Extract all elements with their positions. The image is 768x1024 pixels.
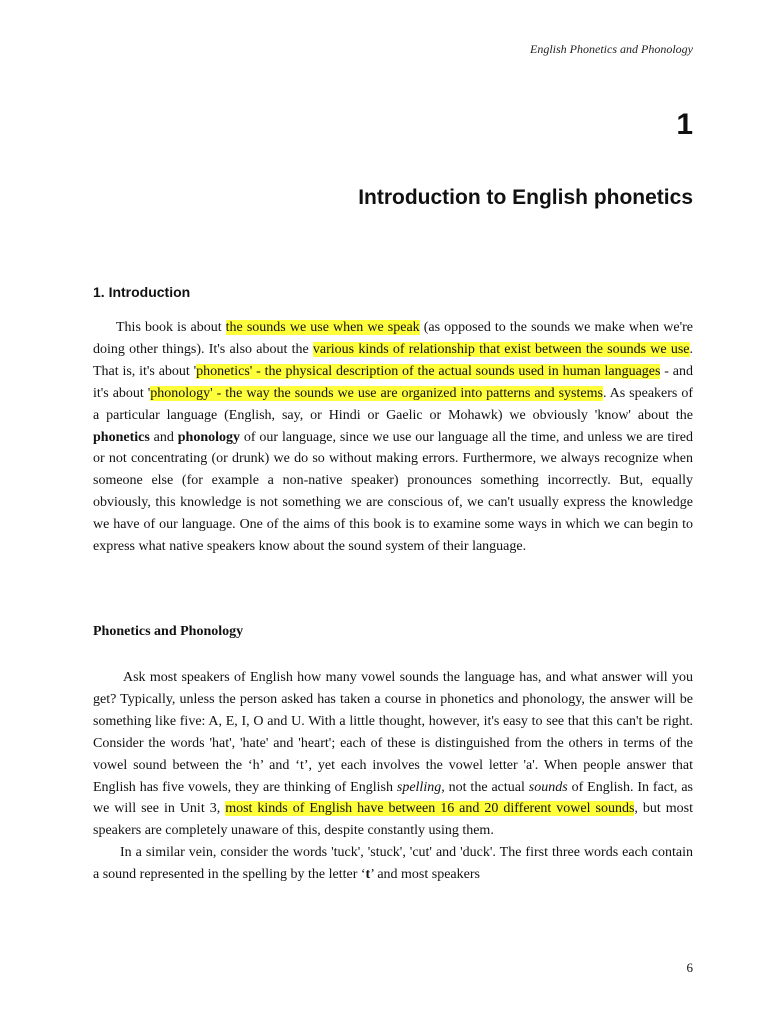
subheading: Phonetics and Phonology [93,624,244,639]
text-run: of English. In fact, as we will see in Unit 3, [93,779,693,817]
text-run: and [149,429,178,445]
text-run: ’ and most speakers [370,867,480,883]
bold-term: phonetics [93,429,150,445]
chapter-title: Introduction to English phonetics [358,186,693,209]
bold-term: t [365,867,371,883]
running-head: English Phonetics and Phonology [530,42,693,56]
text-run: of our language, since we use our language all the time, and unless we are tired or not concentrating (or drunk) we do so without making errors. Furthermore, we always recognize when someone else (for example a non-native speaker) pronounces something incorrectly. But, equally obviously, this knowledge is not something we are conscious of, we can't usually express the knowledge we have of our language. One of the aims of this book is to examine some ways in which we can begin to express what native speakers know about the sound system of their language. [93,429,693,555]
text-run: - and it's about ' [93,363,693,401]
highlighted-text: the sounds we use when we speak [225,320,420,335]
paragraph-introduction [93,317,693,558]
section-heading: 1. Introduction [93,284,191,300]
chapter-number: 1 [676,108,693,141]
text-run: In a similar vein, consider the words 'tuck', 'stuck', 'cut' and 'duck'. The first three words each contain a sound represented in the spelling by the letter ‘ [93,845,693,883]
text-run: not the actual [444,779,529,795]
paragraph-phonetics [93,667,693,886]
text-run: . As speakers of a particular language (English, say, or Hindi or Gaelic or Mohawk) we obviously 'know' about the [93,385,693,423]
text-run: , but most speakers are completely unaware of this, despite constantly using them. [93,801,693,839]
highlighted-text: phonology' - the way the sounds we use are organized into patterns and systems [150,385,603,401]
text-run: (as opposed to the sounds we make when we're doing other things). It's also about the [93,320,693,357]
text-run: . That is, it's about ' [93,341,693,379]
text-run: This book is about [116,320,226,335]
page-number: 6 [686,960,693,975]
paragraph-consonants [93,842,693,886]
italic-term: spelling, [396,779,445,795]
italic-term: sounds [528,779,568,795]
highlighted-text: various kinds of relationship that exist between the sounds we use [312,341,690,357]
highlighted-text: phonetics' - the physical description of the actual sounds used in human languages [196,363,661,379]
text-run: Ask most speakers of English how many vowel sounds the language has, and what answer will you get? Typically, unless the person asked has taken a course in phonetics and phonology, the answer will be something like five: A, E, I, O and U. With a little thought, however, it's easy to see that this can't be right. Consider the words 'hat', 'hate' and 'heart'; each of these is distinguished from the others in terms of the vowel sound between the ‘h’ and ‘t’, yet each involves the vowel letter 'a'. When people answer that English has five vowels, they are thinking of English [93,670,693,795]
bold-term: phonology [177,429,241,445]
paragraph-vowels [93,667,693,842]
highlighted-text: most kinds of English have between 16 and 20 different vowel sounds [225,801,635,817]
